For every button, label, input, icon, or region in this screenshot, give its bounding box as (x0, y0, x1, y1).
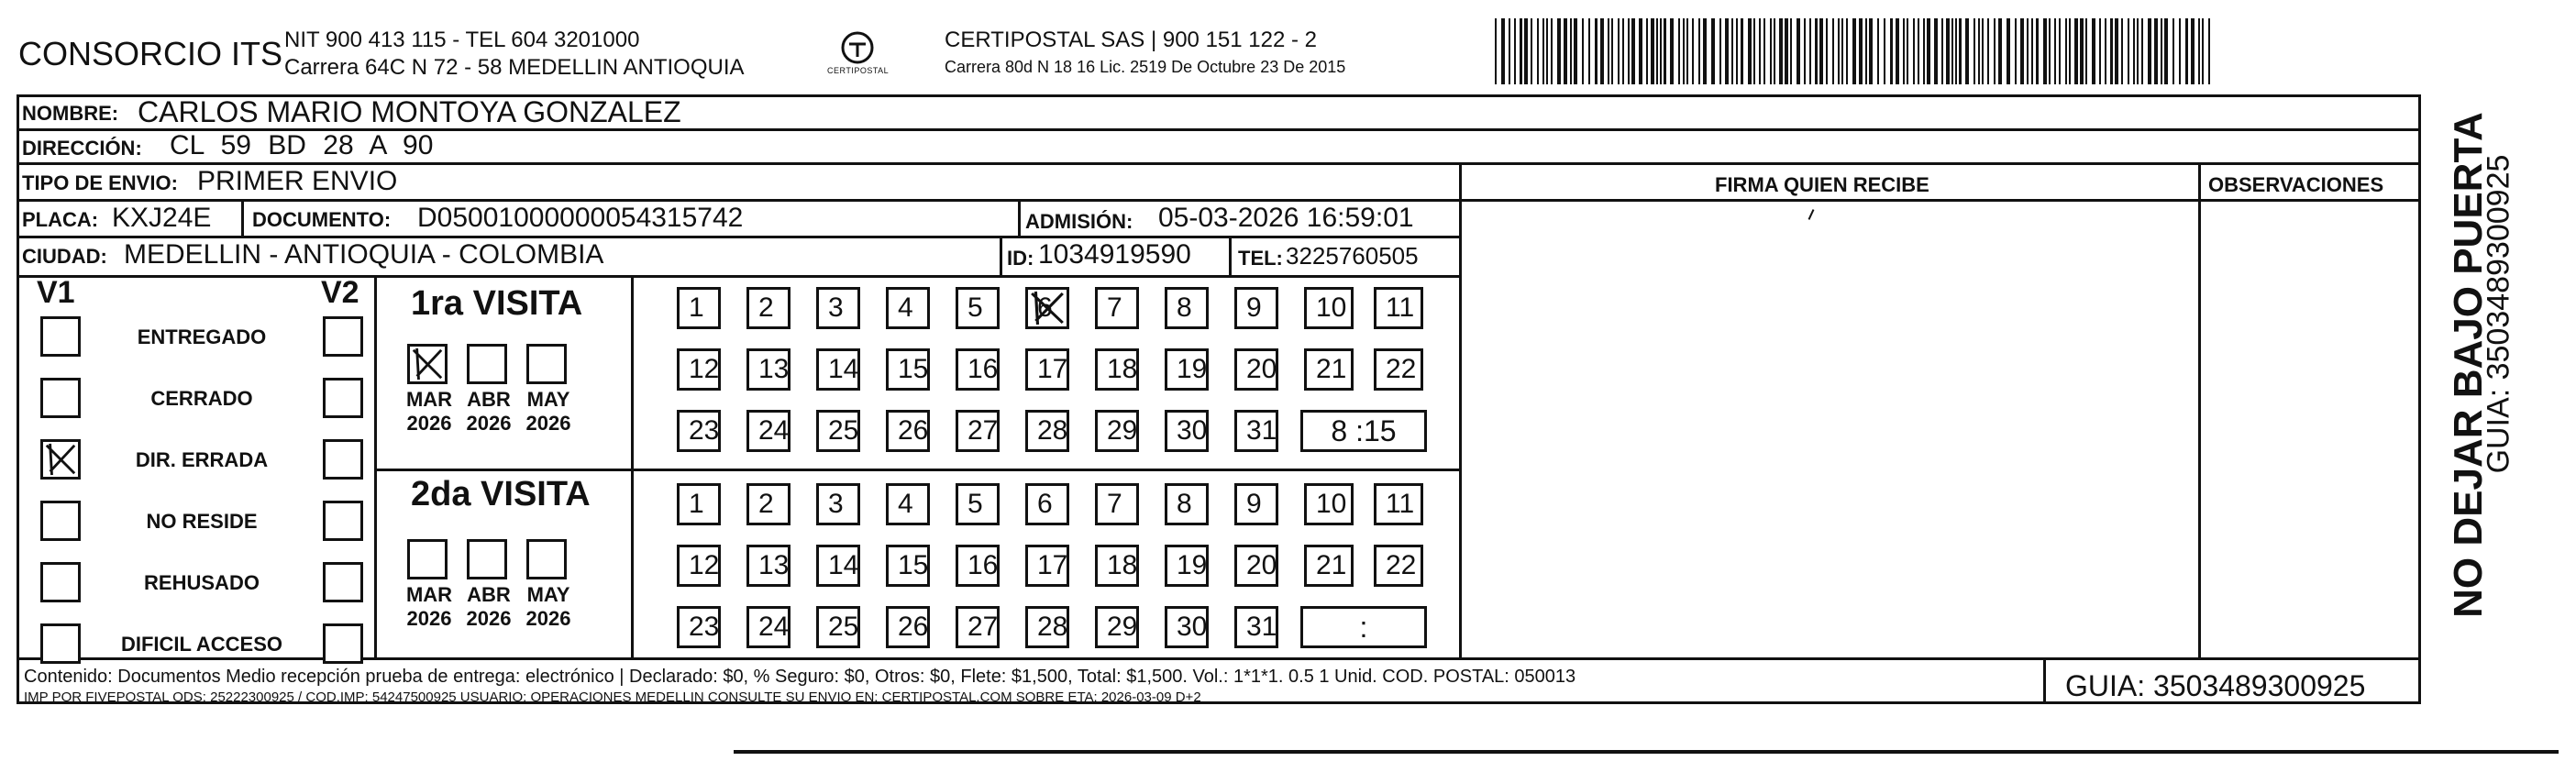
month-year: 2026 (525, 607, 571, 630)
admission-value: 05-03-2026 16:59:01 (1158, 203, 1414, 233)
footer-content-line: Contenido: Documentos Medio recepción prueba de entrega: electrónico | Declarado: $0, % Seguro: $0, Otros: $0, Flete: $1,500, Total: $1,500. Vol.: 1*1*1. 0.5 1 Unid. COD. POSTAL: 050013 (24, 667, 1576, 687)
v2-checkbox[interactable] (323, 378, 363, 418)
certipostal-info: CERTIPOSTAL SAS | 900 151 122 - 2 (945, 28, 1317, 52)
document-label: DOCUMENTO: (252, 208, 392, 231)
v1-checkbox[interactable] (40, 562, 81, 602)
day-box[interactable]: 20 (1234, 348, 1278, 391)
recipient-name: CARLOS MARIO MONTOYA GONZALEZ (138, 95, 681, 128)
document-value: D05001000000054315742 (417, 203, 744, 233)
day-box[interactable]: 2 (746, 287, 790, 329)
signature-header: FIRMA QUIEN RECIBE (1715, 173, 1929, 196)
day-box[interactable]: 31 (1234, 410, 1278, 452)
day-box[interactable]: 13 (746, 545, 790, 587)
v2-checkbox[interactable] (323, 439, 363, 480)
day-box[interactable]: 12 (677, 348, 721, 391)
v1-checkbox[interactable] (40, 501, 81, 541)
barcode-icon (1495, 18, 2228, 84)
barcode (1495, 18, 2228, 84)
day-box[interactable]: 3 (816, 287, 860, 329)
day-box[interactable]: 29 (1095, 410, 1139, 452)
month-label: MAR (405, 388, 453, 411)
tel-label: TEL: (1238, 247, 1283, 270)
v1-checkbox[interactable] (40, 378, 81, 418)
month-label: MAY (526, 388, 570, 411)
day-box[interactable]: 7 (1095, 287, 1139, 329)
day-box[interactable]: 12 (677, 545, 721, 587)
month-label: MAR (405, 583, 453, 606)
month-year: 2026 (525, 412, 571, 435)
day-box[interactable]: 1 (677, 287, 721, 329)
day-box[interactable]: 24 (746, 606, 790, 648)
status-label: ENTREGADO (137, 325, 267, 348)
day-box[interactable]: 21 (1304, 348, 1354, 391)
recipient-address: CL 59 BD 28 A 90 (170, 130, 434, 160)
side-banner (2421, 94, 2540, 704)
check-mark-icon (1028, 290, 1067, 326)
day-box[interactable]: 9 (1234, 287, 1278, 329)
v2-checkbox[interactable] (323, 501, 363, 541)
name-label: NOMBRE: (22, 102, 119, 125)
footer-print-line: IMP POR FIVEPOSTAL ODS: 25222300925 / COD.IMP: 54247500925 USUARIO: OPERACIONES MEDELLIN CONSULTE SU ENVIO EN: CERTIPOSTAL.COM SOBRE ETA: 2026-03-09 D+2 (24, 689, 1201, 705)
day-box[interactable]: 18 (1095, 348, 1139, 391)
day-box[interactable]: 6 (1025, 483, 1069, 525)
id-label: ID: (1007, 247, 1034, 270)
month-checkbox[interactable] (407, 344, 448, 384)
month-year: 2026 (466, 607, 512, 630)
v1-checkbox[interactable] (40, 439, 81, 480)
signature-area[interactable] (1462, 202, 2198, 657)
city-value: MEDELLIN - ANTIOQUIA - COLOMBIA (124, 239, 604, 270)
day-box[interactable]: 10 (1304, 287, 1354, 329)
day-box[interactable]: 1 (677, 483, 721, 525)
day-box[interactable]: 6 (1025, 287, 1069, 329)
day-box[interactable]: 17 (1025, 545, 1069, 587)
visit-time-field[interactable]: : (1300, 606, 1427, 648)
day-box[interactable]: 20 (1234, 545, 1278, 587)
month-label: ABR (467, 388, 511, 411)
certipostal-logo-icon (816, 29, 899, 84)
day-box[interactable]: 5 (956, 287, 1000, 329)
day-box[interactable]: 11 (1374, 483, 1423, 525)
shipment-type-label: TIPO DE ENVIO: (22, 171, 178, 194)
day-box[interactable]: 21 (1304, 545, 1354, 587)
month-checkbox[interactable] (467, 539, 507, 579)
day-box[interactable]: 16 (956, 348, 1000, 391)
day-box[interactable]: 26 (886, 606, 930, 648)
month-checkbox[interactable] (407, 539, 448, 579)
company-nit-tel: NIT 900 413 115 - TEL 604 3201000 (284, 28, 640, 52)
certipostal-license: Carrera 80d N 18 16 Lic. 2519 De Octubre 23 De 2015 (945, 58, 1346, 76)
plate-value: KXJ24E (112, 203, 212, 233)
day-box[interactable]: 3 (816, 483, 860, 525)
v2-checkbox[interactable] (323, 316, 363, 357)
v2-checkbox[interactable] (323, 562, 363, 602)
tel-value: 3225760505 (1286, 242, 1419, 270)
status-label: REHUSADO (144, 571, 260, 594)
observations-header: OBSERVACIONES (2208, 173, 2384, 196)
admission-label: ADMISIÓN: (1025, 210, 1133, 233)
day-box[interactable]: 19 (1165, 348, 1209, 391)
document-header (0, 0, 2576, 92)
day-box[interactable]: 23 (677, 410, 721, 452)
status-label: DIFICIL ACCESO (120, 633, 282, 656)
city-label: CIUDAD: (22, 245, 107, 268)
day-box[interactable]: 8 (1165, 287, 1209, 329)
day-box[interactable]: 18 (1095, 545, 1139, 587)
footer-guide-number: GUIA: 3503489300925 (2065, 669, 2366, 702)
day-box[interactable]: 13 (746, 348, 790, 391)
day-box[interactable]: 4 (886, 483, 930, 525)
day-box[interactable]: 25 (816, 606, 860, 648)
day-box[interactable]: 24 (746, 410, 790, 452)
day-box[interactable]: 14 (816, 348, 860, 391)
day-box[interactable]: 23 (677, 606, 721, 648)
day-box[interactable]: 19 (1165, 545, 1209, 587)
visit2-title: 2da VISITA (411, 475, 591, 513)
day-box[interactable]: 22 (1374, 545, 1423, 587)
day-box[interactable]: 7 (1095, 483, 1139, 525)
day-box[interactable]: 8 (1165, 483, 1209, 525)
day-box[interactable]: 5 (956, 483, 1000, 525)
shipment-type: PRIMER ENVIO (197, 166, 398, 196)
v2-checkbox[interactable] (323, 623, 363, 664)
bottom-rule (734, 750, 2559, 754)
day-box[interactable]: 10 (1304, 483, 1354, 525)
company-name: CONSORCIO ITS (18, 35, 283, 72)
v2-header: V2 (321, 275, 359, 310)
certipostal-logo (816, 29, 899, 84)
logo-caption: CERTIPOSTAL (827, 66, 890, 75)
day-box[interactable]: 15 (886, 348, 930, 391)
month-checkbox[interactable] (467, 344, 507, 384)
day-box[interactable]: 27 (956, 606, 1000, 648)
plate-label: PLACA: (22, 208, 99, 231)
month-label: ABR (467, 583, 511, 606)
day-box[interactable]: 25 (816, 410, 860, 452)
month-label: MAY (526, 583, 570, 606)
month-checkbox[interactable] (526, 539, 567, 579)
v1-header: V1 (37, 275, 75, 310)
day-box[interactable]: 29 (1095, 606, 1139, 648)
visit-time-field[interactable]: 8 :15 (1300, 410, 1427, 452)
day-box[interactable]: 26 (886, 410, 930, 452)
visit1-title: 1ra VISITA (411, 284, 583, 323)
day-box[interactable]: 11 (1374, 287, 1423, 329)
company-address: Carrera 64C N 72 - 58 MEDELLIN ANTIOQUIA (284, 55, 745, 80)
status-label: NO RESIDE (146, 510, 258, 533)
day-box[interactable]: 2 (746, 483, 790, 525)
day-box[interactable]: 27 (956, 410, 1000, 452)
day-box[interactable]: 17 (1025, 348, 1069, 391)
day-box[interactable]: 30 (1165, 410, 1209, 452)
day-box[interactable]: 14 (816, 545, 860, 587)
month-year: 2026 (406, 607, 452, 630)
no-dejar-bajo-puerta: NO DEJAR BAJO PUERTA (2446, 112, 2491, 618)
month-year: 2026 (466, 412, 512, 435)
v1-checkbox[interactable] (40, 316, 81, 357)
side-guide-number: GUIA: 3503489300925 (2481, 154, 2516, 474)
day-box[interactable]: 15 (886, 545, 930, 587)
month-checkbox[interactable] (526, 344, 567, 384)
day-box[interactable]: 31 (1234, 606, 1278, 648)
address-label: DIRECCIÓN: (22, 137, 142, 160)
day-box[interactable]: 22 (1374, 348, 1423, 391)
day-box[interactable]: 4 (886, 287, 930, 329)
month-year: 2026 (406, 412, 452, 435)
day-box[interactable]: 28 (1025, 606, 1069, 648)
day-box[interactable]: 28 (1025, 410, 1069, 452)
day-box[interactable]: 30 (1165, 606, 1209, 648)
status-label: DIR. ERRADA (135, 448, 269, 471)
status-label: CERRADO (150, 387, 253, 410)
id-value: 1034919590 (1038, 239, 1191, 270)
v1-checkbox[interactable] (40, 623, 81, 664)
day-box[interactable]: 9 (1234, 483, 1278, 525)
observations-area[interactable] (2201, 202, 2421, 657)
day-box[interactable]: 16 (956, 545, 1000, 587)
